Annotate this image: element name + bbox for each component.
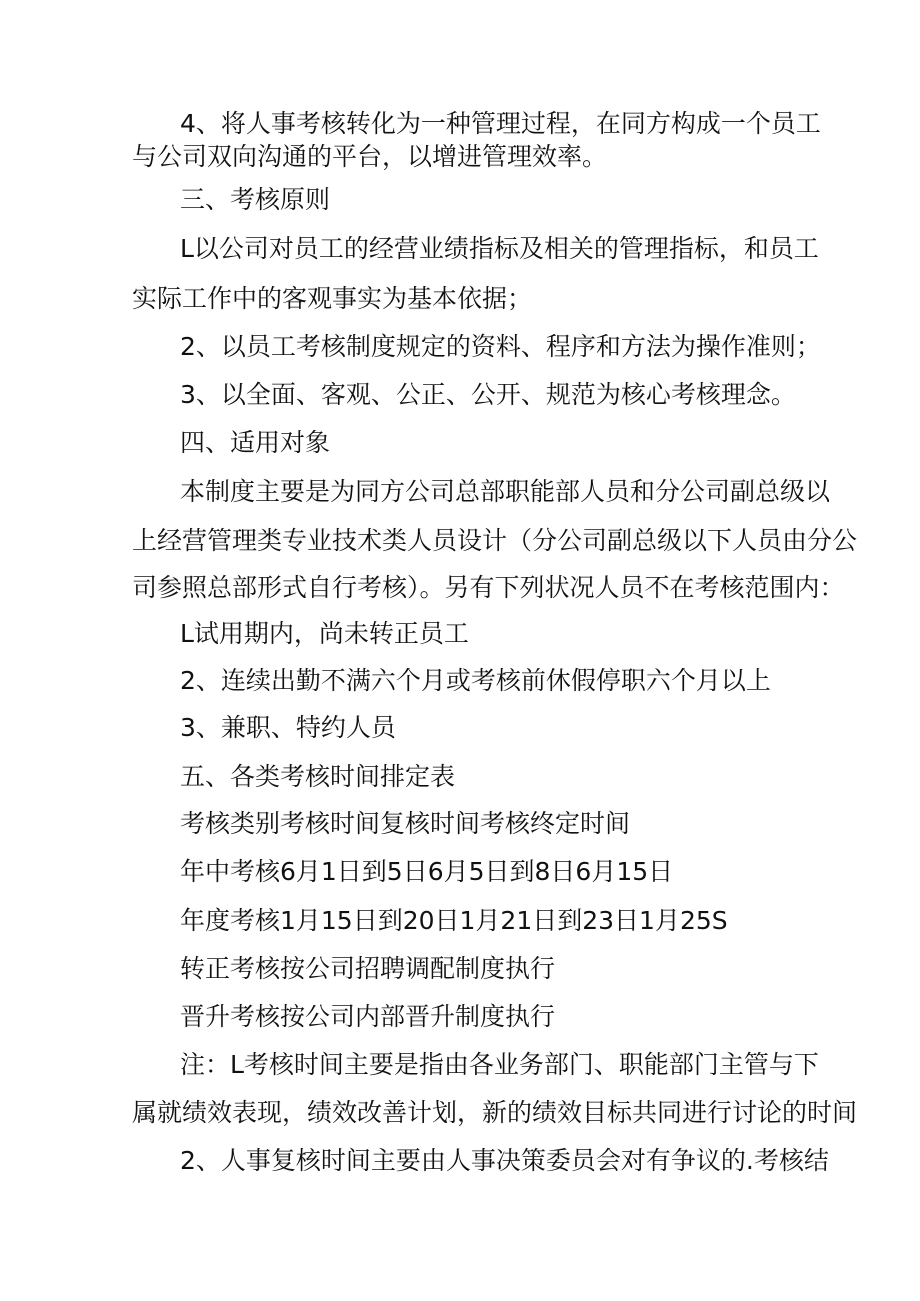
text-line: 实际工作中的客观事实为基本依据； xyxy=(132,284,533,313)
table-header-line: 考核类别考核时间复核时间考核终定时间 xyxy=(180,809,631,838)
table-row-line: 晋升考核按公司内部晋升制度执行 xyxy=(180,1002,556,1031)
note-line: 注：L考核时间主要是指由各业务部门、职能部门主管与下 xyxy=(180,1050,819,1079)
text-line: 上经营管理类专业技术类人员设计（分公司副总级以下人员由分公 xyxy=(132,526,858,555)
text-line: 2、连续出勤不满六个月或考核前休假停职六个月以上 xyxy=(180,666,771,695)
section-heading: 五、各类考核时间排定表 xyxy=(180,762,456,791)
text-line: 与公司双向沟通的平台，以增进管理效率。 xyxy=(132,142,608,171)
table-row-line: 年中考核6月1日到5日6月5日到8日6月15日 xyxy=(180,857,674,886)
text-line: L以公司对员工的经营业绩指标及相关的管理指标，和员工 xyxy=(180,234,819,263)
text-line: 本制度主要是为同方公司总部职能部人员和分公司副总级以 xyxy=(180,477,831,506)
table-row-line: 年度考核1月15日到20日1月21日到23日1月25S xyxy=(180,906,728,935)
text-line: 3、以全面、客观、公正、公开、规范为核心考核理念。 xyxy=(180,380,796,409)
text-line: 2、人事复核时间主要由人事决策委员会对有争议的.考核结 xyxy=(180,1146,829,1175)
text-line: L试用期内，尚未转正员工 xyxy=(180,619,469,648)
section-heading: 三、考核原则 xyxy=(180,185,331,214)
text-line: 3、兼职、特约人员 xyxy=(180,713,396,742)
section-heading: 四、适用对象 xyxy=(180,428,331,457)
text-line: 属就绩效表现，绩效改善计划，新的绩效目标共同进行讨论的时间 xyxy=(132,1098,858,1127)
text-line: 2、以员工考核制度规定的资料、程序和方法为操作准则； xyxy=(180,332,821,361)
text-line: 司参照总部形式自行考核）。另有下列状况人员不在考核范围内： xyxy=(132,573,845,602)
table-row-line: 转正考核按公司招聘调配制度执行 xyxy=(180,954,556,983)
text-line: 4、将人事考核转化为一种管理过程，在同方构成一个员工 xyxy=(180,109,821,138)
